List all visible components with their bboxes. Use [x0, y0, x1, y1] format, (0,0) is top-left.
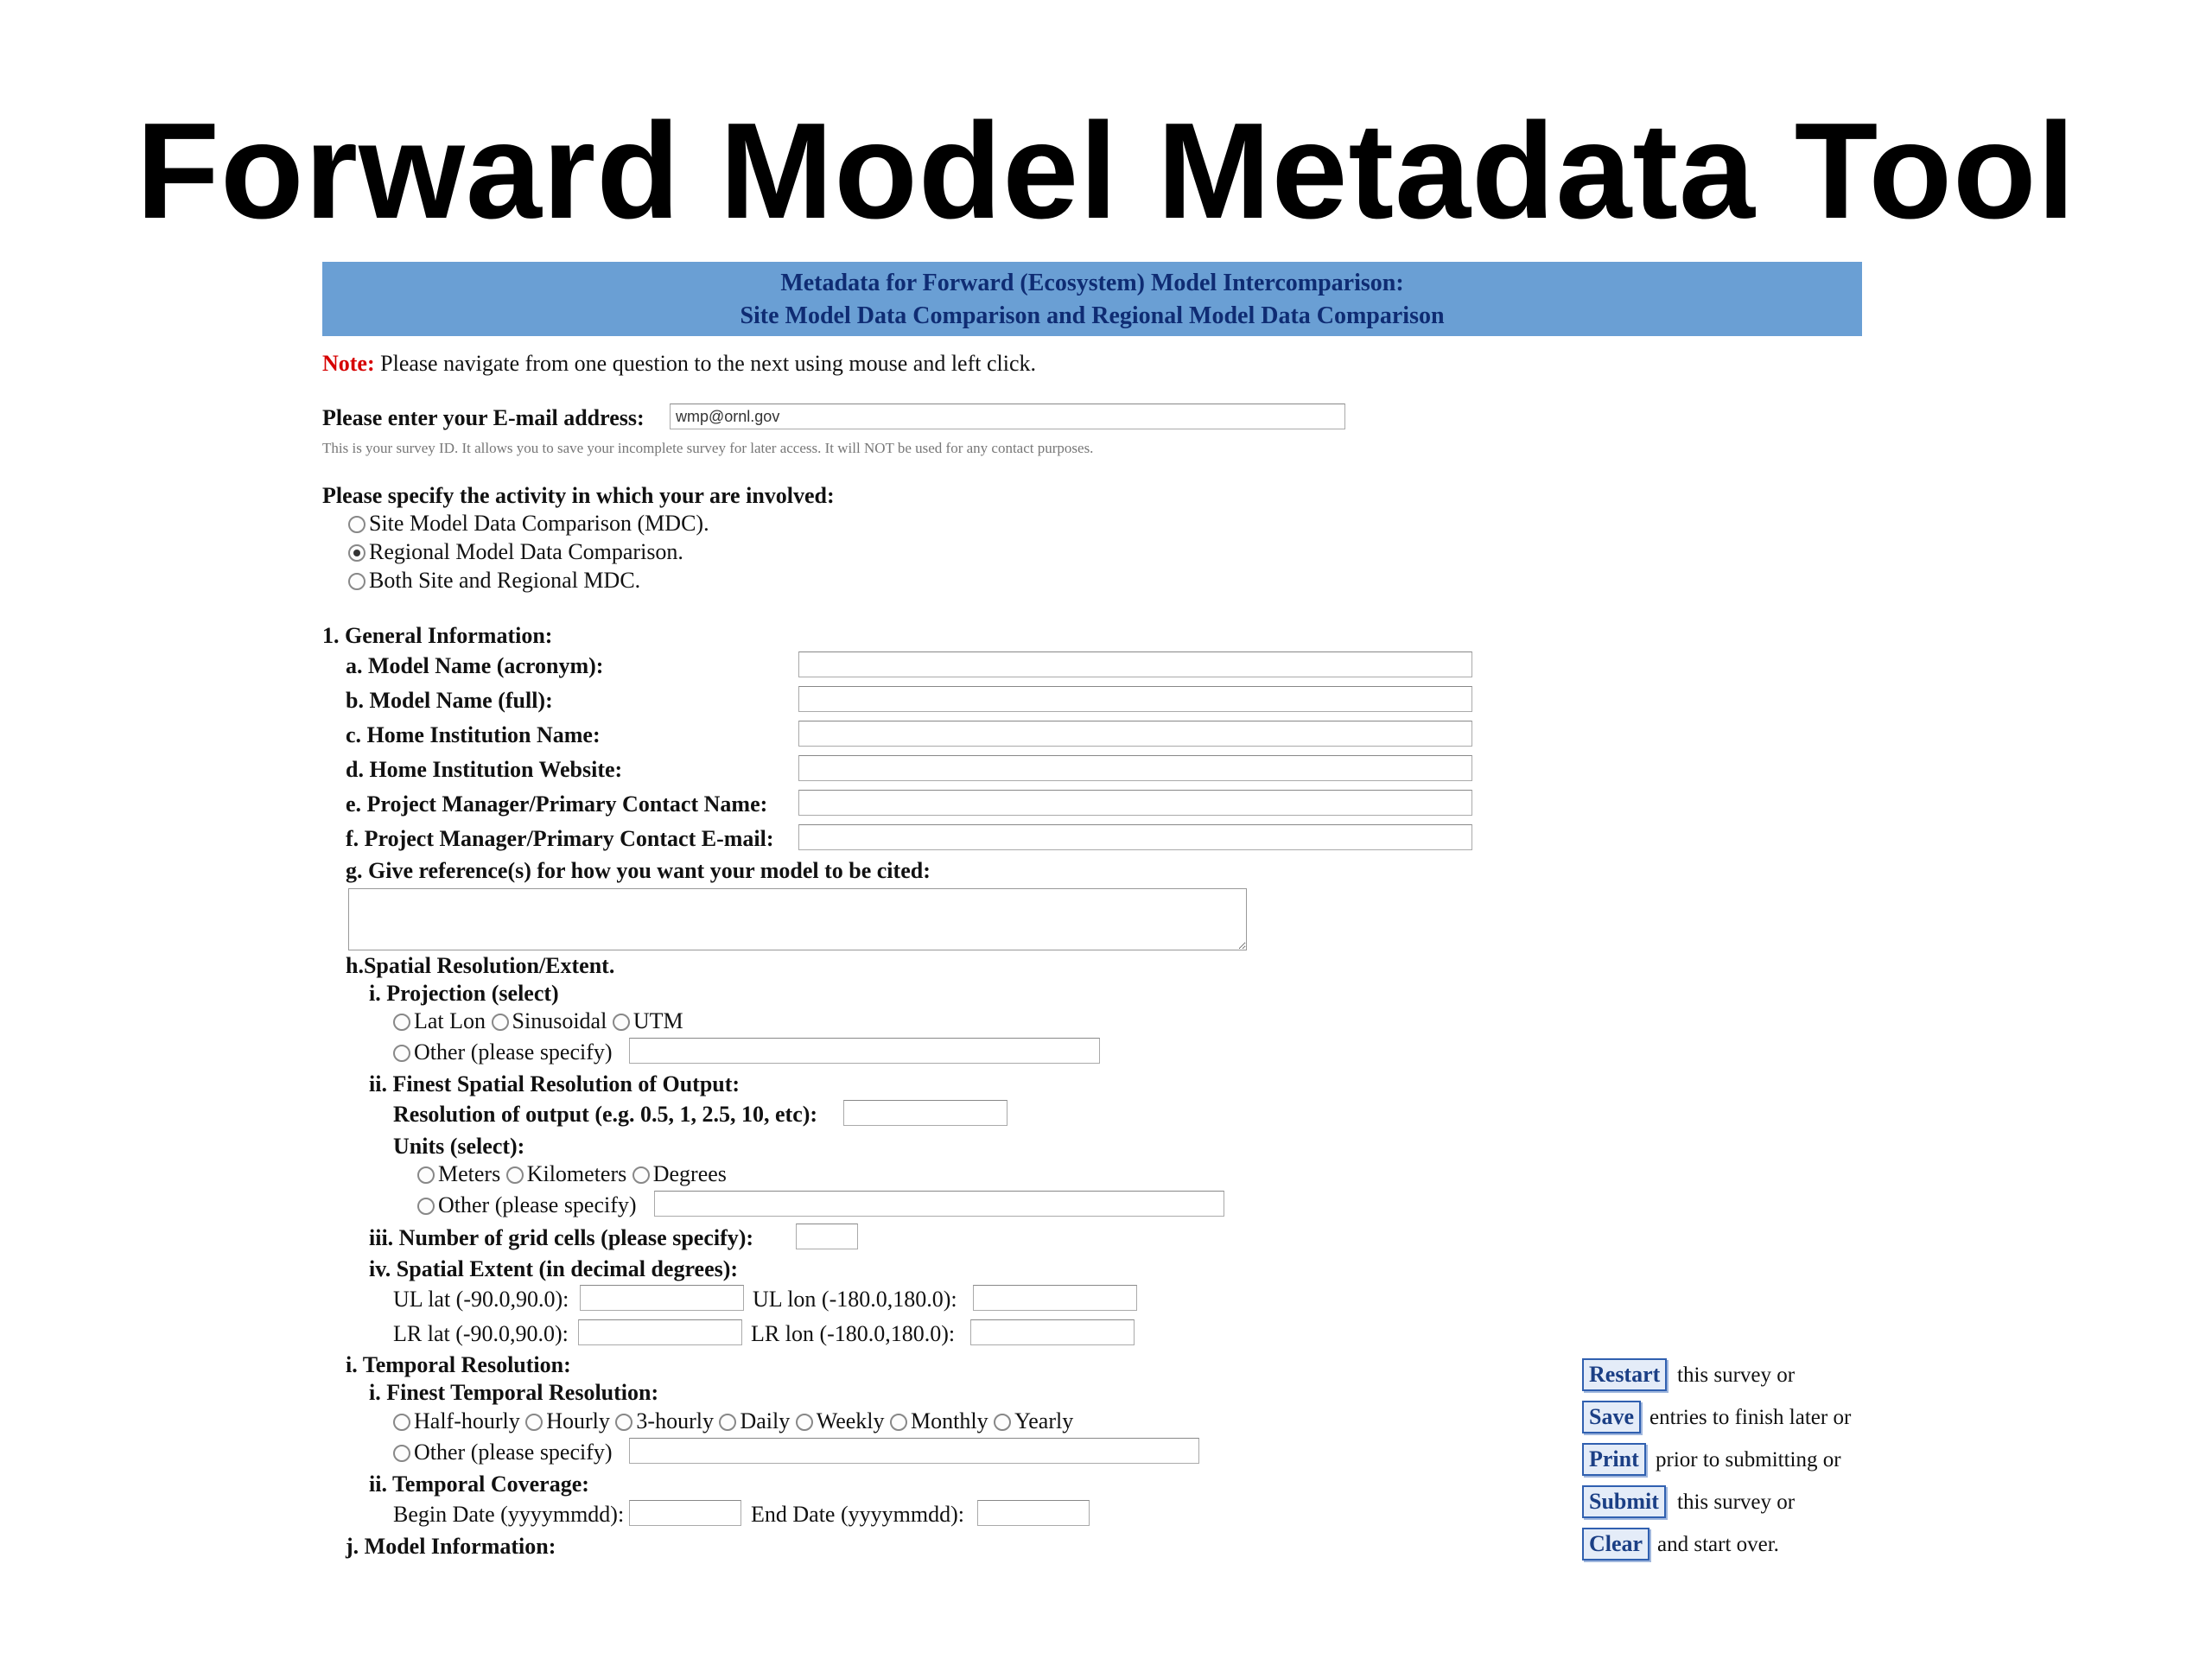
end-date-field[interactable] [977, 1500, 1090, 1526]
projection-label: i. Projection (select) [369, 981, 559, 1006]
note [322, 351, 1036, 377]
radio-icon [393, 1445, 410, 1462]
contact-email-field[interactable] [798, 824, 1472, 850]
temporal-option-half-hourly[interactable] [393, 1408, 520, 1433]
radio-icon [393, 1045, 410, 1062]
ul-lat-label: UL lat (-90.0,90.0): [393, 1287, 569, 1312]
note-label: Note: [322, 351, 375, 376]
end-date-label: End Date (yyyymmdd): [751, 1502, 964, 1527]
home-institution-website-label: d. Home Institution Website: [346, 757, 623, 782]
radio-selected-icon [348, 544, 365, 562]
finest-temporal-label: i. Finest Temporal Resolution: [369, 1380, 659, 1405]
submit-button[interactable]: Submit [1582, 1485, 1666, 1518]
temporal-option-label: Yearly [1014, 1408, 1074, 1433]
units-other-field[interactable] [654, 1191, 1224, 1217]
projection-option-label: Lat Lon [414, 1008, 486, 1033]
temporal-option-yearly[interactable] [994, 1408, 1073, 1433]
grid-cells-label: iii. Number of grid cells (please specify): [369, 1225, 754, 1250]
temporal-other-field[interactable] [629, 1438, 1199, 1464]
print-caption: prior to submitting or [1656, 1448, 1841, 1471]
submit-caption: this survey or [1677, 1491, 1796, 1514]
radio-icon [417, 1198, 435, 1215]
radio-icon [506, 1166, 524, 1184]
model-name-acronym-field[interactable] [798, 652, 1472, 677]
units-option-meters[interactable] [417, 1161, 500, 1186]
email-label: Please enter your E-mail address: [322, 405, 645, 430]
projection-option-sinusoidal[interactable] [492, 1008, 607, 1033]
save-caption: entries to finish later or [1649, 1406, 1852, 1429]
spatial-heading: h.Spatial Resolution/Extent. [346, 953, 615, 978]
units-option-degrees[interactable] [632, 1161, 727, 1186]
radio-icon [613, 1014, 630, 1031]
activity-option-both[interactable] [348, 568, 640, 594]
ul-lon-label: UL lon (-180.0,180.0): [753, 1287, 957, 1312]
radio-icon [348, 573, 365, 590]
activity-option-regional[interactable] [348, 539, 683, 565]
citation-label: g. Give reference(s) for how you want your model to be cited: [346, 858, 931, 883]
grid-cells-field[interactable] [796, 1224, 858, 1249]
lr-lon-field[interactable] [970, 1319, 1135, 1345]
radio-icon [492, 1014, 509, 1031]
clear-button[interactable]: Clear [1582, 1528, 1649, 1560]
lr-lat-label: LR lat (-90.0,90.0): [393, 1321, 569, 1346]
radio-icon [615, 1414, 632, 1431]
model-name-full-field[interactable] [798, 686, 1472, 712]
temporal-option-monthly[interactable] [890, 1408, 988, 1433]
projection-option-utm[interactable] [613, 1008, 683, 1033]
temporal-option-label: Hourly [546, 1408, 610, 1433]
email-hint: This is your survey ID. It allows you to save your incomplete survey for later access. It will NOT be used for any contact purposes. [322, 440, 1094, 456]
form-banner [322, 262, 1862, 336]
slide-title: Forward Model Metadata Tool [136, 95, 2076, 247]
projection-option-label: Sinusoidal [512, 1008, 607, 1033]
radio-icon [417, 1166, 435, 1184]
temporal-option-label: Weekly [816, 1408, 885, 1433]
temporal-options [393, 1408, 1073, 1434]
units-option-label: Degrees [652, 1161, 727, 1186]
lr-lon-label: LR lon (-180.0,180.0): [751, 1321, 956, 1346]
temporal-option-label: Monthly [911, 1408, 988, 1433]
home-institution-website-field[interactable] [798, 755, 1472, 781]
projection-other-field[interactable] [629, 1038, 1100, 1064]
model-name-acronym-label: a. Model Name (acronym): [346, 653, 604, 678]
model-name-full-label: b. Model Name (full): [346, 688, 553, 713]
radio-icon [393, 1014, 410, 1031]
units-option-label: Kilometers [526, 1161, 627, 1186]
temporal-option-weekly[interactable] [796, 1408, 885, 1433]
lr-lat-field[interactable] [578, 1319, 742, 1345]
home-institution-name-field[interactable] [798, 721, 1472, 747]
units-other-label: Other (please specify) [438, 1192, 637, 1217]
contact-email-label: f. Project Manager/Primary Contact E-mail: [346, 826, 774, 851]
restart-button[interactable]: Restart [1582, 1358, 1667, 1391]
projection-other-label: Other (please specify) [414, 1039, 613, 1065]
begin-date-field[interactable] [629, 1500, 741, 1526]
radio-icon [632, 1166, 650, 1184]
projection-option-latlon[interactable] [393, 1008, 486, 1033]
spatial-extent-label: iv. Spatial Extent (in decimal degrees): [369, 1256, 739, 1281]
projection-options [393, 1008, 683, 1034]
contact-name-field[interactable] [798, 790, 1472, 816]
finest-spatial-label: ii. Finest Spatial Resolution of Output: [369, 1071, 741, 1096]
radio-icon [393, 1414, 410, 1431]
temporal-option-daily[interactable] [719, 1408, 790, 1433]
projection-option-label: UTM [632, 1008, 683, 1033]
units-option-kilometers[interactable] [506, 1161, 627, 1186]
print-button[interactable]: Print [1582, 1443, 1646, 1476]
home-institution-name-label: c. Home Institution Name: [346, 722, 601, 747]
radio-icon [348, 516, 365, 533]
citation-textarea[interactable] [348, 888, 1247, 950]
banner-line-1: Metadata for Forward (Ecosystem) Model Intercomparison: [780, 270, 1404, 296]
temporal-other-label: Other (please specify) [414, 1440, 613, 1465]
units-option-label: Meters [438, 1161, 501, 1186]
contact-name-label: e. Project Manager/Primary Contact Name: [346, 791, 768, 817]
banner-line-2: Site Model Data Comparison and Regional Model Data Comparison [740, 302, 1445, 329]
temporal-option-3-hourly[interactable] [615, 1408, 714, 1433]
temporal-option-label: Daily [740, 1408, 791, 1433]
units-option-other[interactable] [417, 1192, 637, 1218]
radio-icon [719, 1414, 736, 1431]
email-field[interactable] [670, 404, 1345, 429]
temporal-option-label: Half-hourly [414, 1408, 520, 1433]
temporal-heading: i. Temporal Resolution: [346, 1352, 571, 1377]
restart-caption: this survey or [1677, 1363, 1796, 1387]
activity-option-label: Both Site and Regional MDC. [369, 568, 641, 593]
radio-icon [890, 1414, 907, 1431]
radio-icon [994, 1414, 1011, 1431]
activity-option-label: Site Model Data Comparison (MDC). [369, 511, 709, 536]
model-information-heading: j. Model Information: [346, 1534, 556, 1559]
ul-lon-field[interactable] [973, 1285, 1137, 1311]
activity-option-site[interactable] [348, 511, 709, 537]
activity-label: Please specify the activity in which your are involved: [322, 483, 835, 508]
units-options [417, 1161, 727, 1187]
radio-icon [796, 1414, 813, 1431]
resolution-label: Resolution of output (e.g. 0.5, 1, 2.5, 10, etc): [393, 1102, 818, 1127]
units-label: Units (select): [393, 1134, 525, 1159]
activity-option-label: Regional Model Data Comparison. [369, 539, 683, 564]
radio-icon [525, 1414, 543, 1431]
temporal-coverage-label: ii. Temporal Coverage: [369, 1471, 589, 1497]
resolution-field[interactable] [843, 1100, 1007, 1126]
note-text: Please navigate from one question to the next using mouse and left click. [380, 351, 1037, 376]
general-heading: 1. General Information: [322, 623, 553, 648]
projection-option-other[interactable] [393, 1039, 613, 1065]
begin-date-label: Begin Date (yyyymmdd): [393, 1502, 625, 1527]
save-button[interactable]: Save [1582, 1401, 1641, 1433]
ul-lat-field[interactable] [580, 1285, 744, 1311]
temporal-option-label: 3-hourly [636, 1408, 714, 1433]
clear-caption: and start over. [1657, 1533, 1779, 1556]
temporal-option-other[interactable] [393, 1440, 613, 1465]
temporal-option-hourly[interactable] [525, 1408, 610, 1433]
